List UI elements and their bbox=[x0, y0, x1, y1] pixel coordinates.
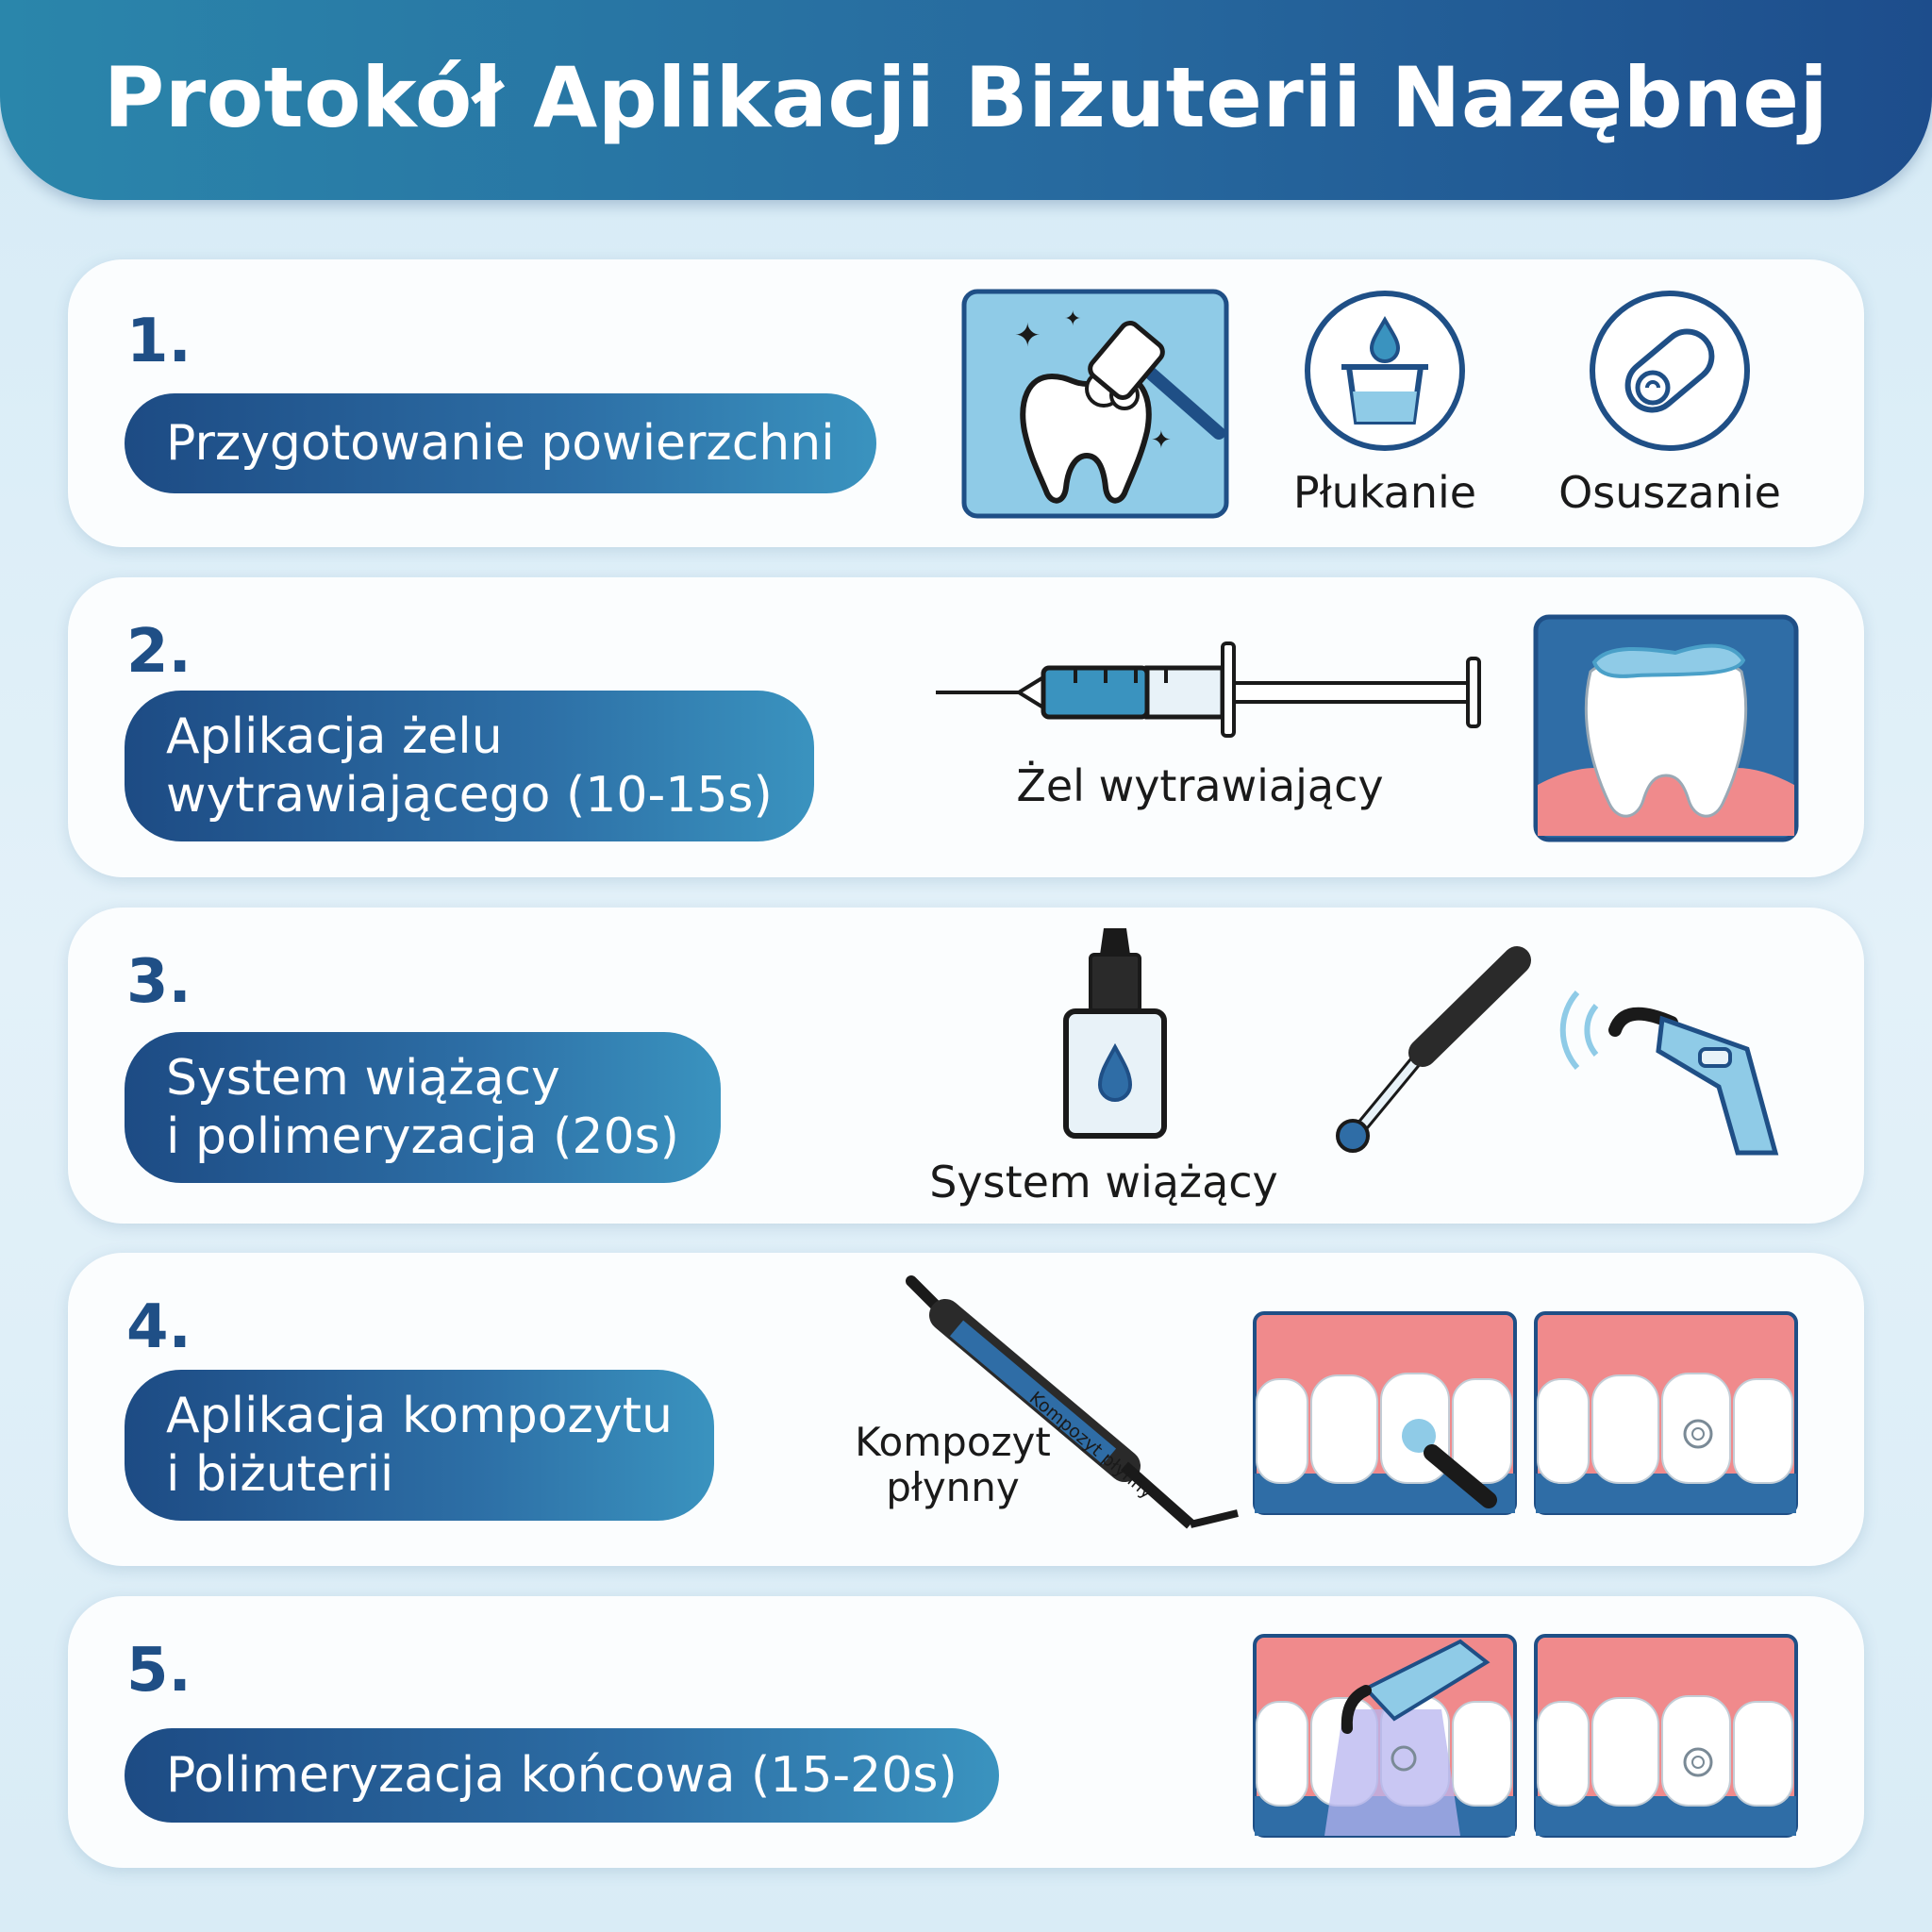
step-card-2 bbox=[68, 577, 1864, 877]
teeth-gem-icon bbox=[1534, 1311, 1798, 1515]
teeth-curing-icon bbox=[1253, 1634, 1517, 1838]
step-title-pill bbox=[125, 1728, 999, 1823]
step-title-line: i polimeryzacja (20s) bbox=[166, 1108, 679, 1165]
tooth-brush-icon bbox=[962, 290, 1228, 518]
dry-label: Osuszanie bbox=[1558, 467, 1781, 518]
teeth-final-gem-icon bbox=[1534, 1634, 1798, 1838]
step-card-4 bbox=[68, 1253, 1864, 1566]
step-title-line: Przygotowanie powierzchni bbox=[166, 415, 835, 472]
step-title-pill bbox=[125, 1032, 721, 1183]
step-number: 5. bbox=[126, 1636, 192, 1706]
etch-gel-label: Żel wytrawiający bbox=[1016, 760, 1384, 811]
header-banner bbox=[0, 0, 1932, 200]
composite-label-line-2: płynny bbox=[886, 1464, 1020, 1510]
step-title-pill bbox=[125, 1370, 714, 1521]
svg-text:✦: ✦ bbox=[1014, 317, 1041, 355]
step-number: 1. bbox=[126, 307, 192, 376]
step-number: 3. bbox=[126, 947, 192, 1017]
bonding-system-label: System wiążący bbox=[929, 1157, 1278, 1208]
tooth-gel-icon bbox=[1534, 615, 1798, 841]
step-title-line: Aplikacja kompozytu bbox=[166, 1388, 673, 1444]
svg-text:✦: ✦ bbox=[1151, 426, 1172, 455]
svg-text:✦: ✦ bbox=[1064, 308, 1082, 331]
step-card-1 bbox=[68, 259, 1864, 547]
rinse-cup-icon bbox=[1304, 290, 1466, 452]
step-title-pill bbox=[125, 691, 814, 841]
bonding-bottle-icon bbox=[1062, 926, 1168, 1141]
page-title: Protokół Aplikacji Biżuterii Nazębnej bbox=[103, 49, 1829, 146]
rinse-label: Płukanie bbox=[1292, 467, 1477, 518]
etch-syringe-icon bbox=[934, 641, 1500, 736]
step-title-pill bbox=[125, 393, 876, 493]
applicator-brush-icon bbox=[1332, 949, 1540, 1157]
syringe-label-text: Kompozyt płynny bbox=[1024, 1387, 1158, 1504]
step-number: 2. bbox=[126, 617, 192, 687]
step-title-line: Aplikacja żelu bbox=[166, 708, 503, 765]
teeth-composite-icon bbox=[1253, 1311, 1517, 1515]
step-title-line: Polimeryzacja końcowa (15-20s) bbox=[166, 1747, 958, 1804]
step-title-line: System wiążący bbox=[166, 1050, 560, 1107]
step-title-line: wytrawiającego (10-15s) bbox=[166, 767, 773, 824]
step-card-3 bbox=[68, 908, 1864, 1224]
step-title-line: i biżuterii bbox=[166, 1446, 394, 1503]
cotton-roll-icon bbox=[1589, 290, 1751, 452]
composite-label-line-1: Kompozyt bbox=[855, 1419, 1051, 1465]
step-card-5 bbox=[68, 1596, 1864, 1868]
step-number: 4. bbox=[126, 1292, 192, 1362]
curing-light-icon bbox=[1549, 964, 1794, 1153]
